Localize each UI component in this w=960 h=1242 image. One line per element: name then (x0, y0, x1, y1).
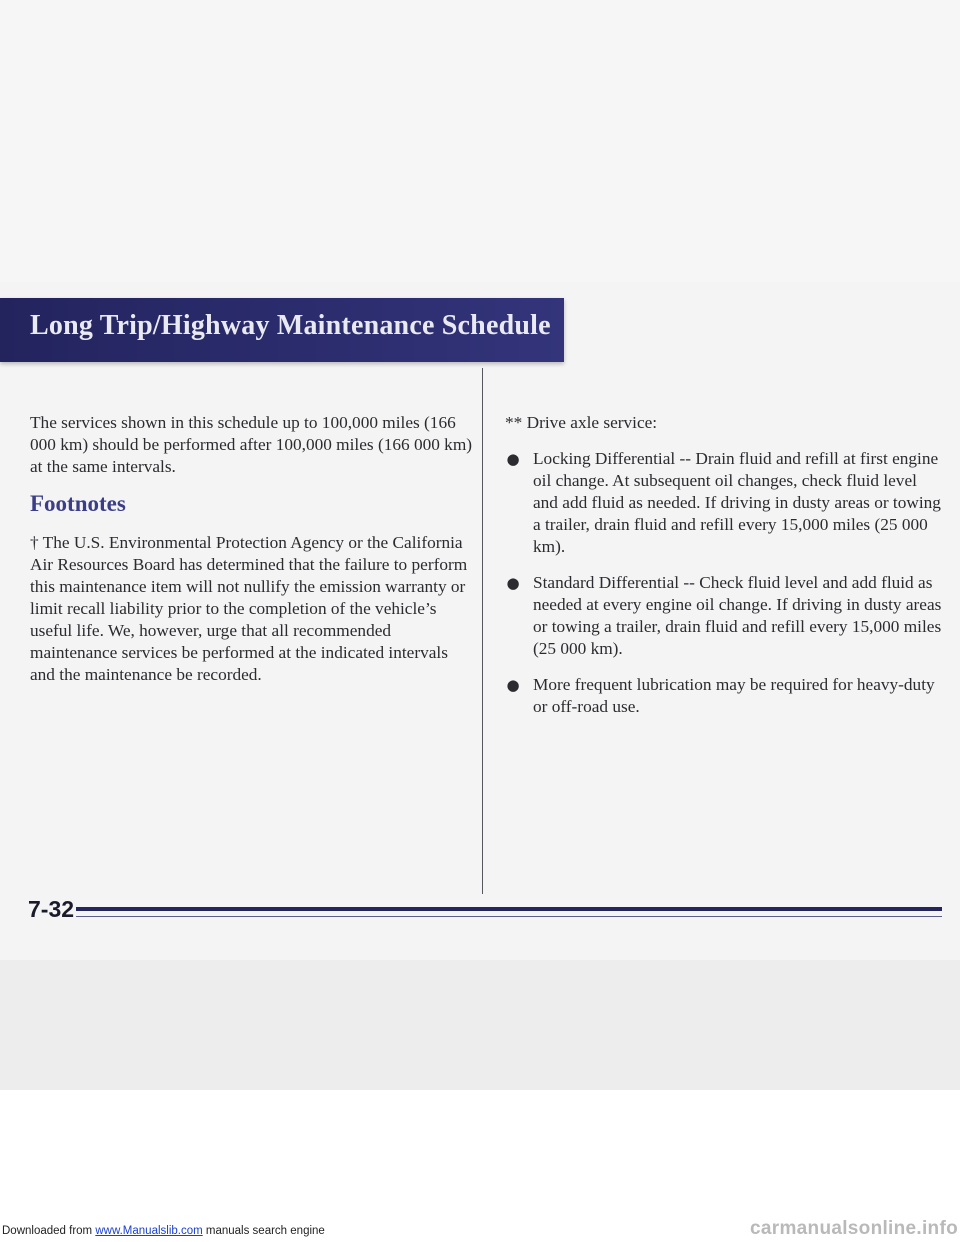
footnote-paragraph: † The U.S. Environmental Protection Agency or the California Air Resources Board has determined that the failure to perform this maintenance item will not nullify the emission warranty or limit recall liability prior to the completion of the vehicle’s useful life. We, however, urge that all recommended maintenance services be performed at the indicated intervals and the maintenance be recorded. (30, 533, 468, 684)
drive-axle-heading: ** Drive axle service: (505, 413, 658, 432)
page-number: 7-32 (28, 896, 75, 922)
column-divider (482, 368, 483, 894)
page-bottom-margin (0, 960, 960, 1090)
download-credit-prefix: Downloaded from (2, 1225, 96, 1237)
footnotes-heading: Footnotes (30, 491, 126, 516)
bullet-icon: ● (506, 450, 520, 468)
list-item-text: More frequent lubrication may be required for heavy-duty or off-road use. (533, 675, 935, 716)
manualslib-link[interactable]: www.Manualslib.com (95, 1225, 203, 1237)
list-item-locking-differential (505, 448, 945, 558)
left-column (30, 412, 475, 686)
footer-rule-thin (76, 916, 942, 917)
list-item-lubrication (505, 674, 945, 718)
download-credit-suffix: manuals search engine (202, 1225, 325, 1237)
bullet-icon: ● (506, 574, 520, 592)
footer-rule-thick (76, 907, 942, 911)
page-title: Long Trip/Highway Maintenance Schedule (30, 310, 551, 341)
list-item-standard-differential (505, 572, 945, 660)
right-column (505, 412, 945, 732)
page-top-margin (0, 0, 960, 282)
list-item-text: Standard Differential -- Check fluid level and add fluid as needed at every engine oil change. If driving in dusty areas or towing a trailer, drain fluid and refill every 15,000 miles (25 000 km). (533, 573, 942, 658)
site-watermark: carmanualsonline.info (750, 1218, 958, 1239)
bullet-icon: ● (506, 676, 520, 694)
list-item-text: Locking Differential -- Drain fluid and refill at first engine oil change. At subsequent oil changes, check fluid level and add fluid as needed. If driving in dusty areas or towing a trailer, drain fluid and refill every 15,000 miles (25 000 km). (533, 449, 941, 556)
section-title-banner (0, 298, 564, 362)
intro-paragraph: The services shown in this schedule up to 100,000 miles (166 000 km) should be performed after 100,000 miles (166 000 km) at the same intervals. (30, 413, 473, 476)
download-credit (2, 1225, 325, 1237)
